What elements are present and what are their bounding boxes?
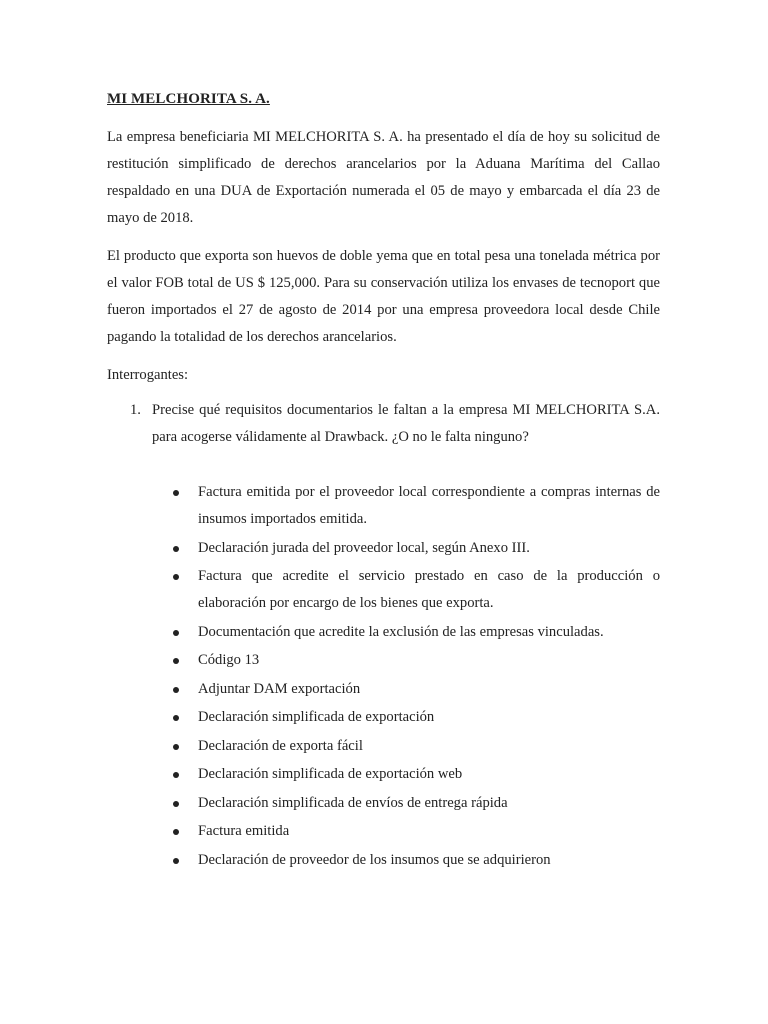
document-title: MI MELCHORITA S. A. (107, 91, 270, 107)
list-item-text: Factura emitida por el proveedor local correspondiente a compras internas de insumos importados emitida. (198, 484, 660, 527)
bullet-icon (173, 490, 179, 496)
list-item (170, 733, 660, 760)
requirements-list (170, 479, 660, 875)
paragraph-product: El producto que exporta son huevos de doble yema que en total pesa una tonelada métrica por el valor FOB total de US $ 125,000. Para su conservación utiliza los envases de tecnoport que fueron importados el 27 de agosto de 2014 por una empresa proveedora local desde Chile pagando la totalidad de los derechos arancelarios. (107, 248, 660, 345)
bullet-icon (173, 715, 179, 721)
list-item-text: Declaración simplificada de envíos de entrega rápida (198, 794, 508, 811)
list-item (170, 479, 660, 533)
list-item (170, 761, 660, 788)
paragraph-intro: La empresa beneficiaria MI MELCHORITA S. A. ha presentado el día de hoy su solicitud de restitución simplificado de derechos arancelarios por la Aduana Marítima del Callao respaldado en una DUA de Exportación numerada el 05 de mayo y embarcada el día 23 de mayo de 2018. (107, 129, 660, 226)
list-item-text: Declaración de exporta fácil (198, 737, 363, 754)
list-item (170, 818, 660, 845)
question-number: 1. (130, 402, 141, 418)
list-item (170, 676, 660, 703)
bullet-icon (173, 658, 179, 664)
question-text: Precise qué requisitos documentarios le faltan a la empresa MI MELCHORITA S.A. para acogerse válidamente al Drawback. ¿O no le falta ninguno? (152, 402, 660, 445)
list-item-text: Código 13 (198, 652, 260, 668)
bullet-icon (173, 772, 179, 778)
questions-label: Interrogantes: (107, 367, 189, 383)
list-item (170, 647, 660, 674)
list-item-text: Declaración simplificada de exportación web (198, 766, 463, 782)
list-item-text: Adjuntar DAM exportación (198, 680, 361, 697)
list-item-text: Declaración jurada del proveedor local, según Anexo III. (198, 539, 530, 556)
list-item (170, 535, 660, 562)
list-item-text: Declaración de proveedor de los insumos que se adquirieron (198, 851, 551, 868)
list-item (170, 563, 660, 617)
list-item (170, 704, 660, 731)
list-item-text: Factura que acredite el servicio prestado en caso de la producción o elaboración por encargo de los bienes que exporta. (198, 568, 660, 611)
bullet-icon (173, 687, 179, 693)
bullet-icon (173, 546, 179, 552)
list-item (170, 847, 660, 874)
bullet-icon (173, 801, 179, 807)
bullet-icon (173, 744, 179, 750)
bullet-icon (173, 630, 179, 636)
bullet-icon (173, 574, 179, 580)
bullet-icon (173, 829, 179, 835)
bullet-icon (173, 858, 179, 864)
list-item-text: Declaración simplificada de exportación (198, 709, 435, 725)
list-item-text: Documentación que acredite la exclusión de las empresas vinculadas. (198, 623, 604, 640)
list-item-text: Factura emitida (198, 823, 290, 839)
list-item (170, 619, 660, 646)
list-item (170, 790, 660, 817)
